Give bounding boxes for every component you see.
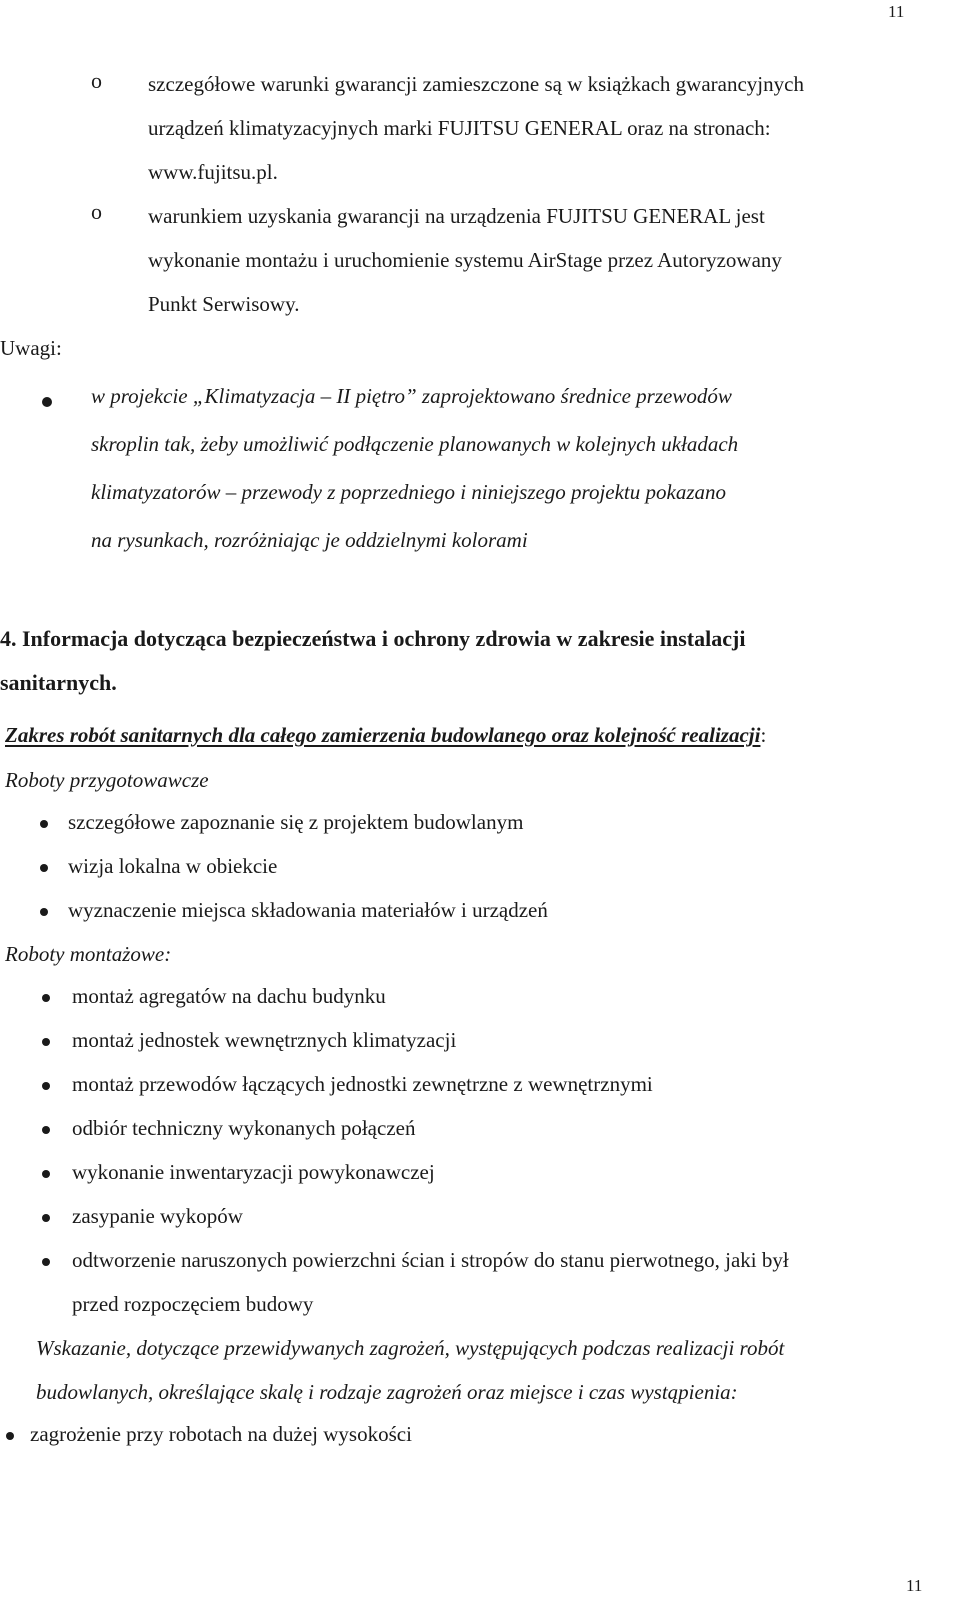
prep-label: Roboty przygotowawcze	[5, 768, 209, 792]
list-item: zagrożenie przy robotach na dużej wysokości	[30, 1422, 412, 1446]
list-item-line: urządzeń klimatyzacyjnych marki FUJITSU GENERAL oraz na stronach:	[148, 116, 771, 140]
note-line: klimatyzatorów – przewody z poprzedniego i niniejszego projektu pokazano	[91, 480, 727, 504]
list-item: wizja lokalna w obiekcie	[68, 854, 278, 878]
section-heading-line: 4. Informacja dotycząca bezpieczeństwa i ochrony zdrowia w zakresie instalacji	[0, 626, 746, 651]
list-item: szczegółowe zapoznanie się z projektem budowlanym	[68, 810, 524, 834]
bullet-icon	[42, 994, 50, 1002]
list-item: montaż agregatów na dachu budynku	[72, 984, 386, 1008]
hazards-line: budowlanych, określające skalę i rodzaje zagrożeń oraz miejsce i czas wystąpienia:	[36, 1380, 738, 1404]
list-item-line: Punkt Serwisowy.	[148, 292, 300, 316]
list-item-line: warunkiem uzyskania gwarancji na urządzenia FUJITSU GENERAL jest	[148, 204, 765, 228]
bullet-icon	[40, 908, 48, 916]
page-number-bottom: 11	[906, 1576, 923, 1595]
bullet-icon	[40, 820, 48, 828]
note-line: skroplin tak, żeby umożliwić podłączenie planowanych w kolejnych układach	[91, 432, 739, 456]
scope-heading-colon: :	[760, 723, 767, 747]
list-item-continuation: przed rozpoczęciem budowy	[72, 1292, 314, 1316]
bullet-icon	[42, 1082, 50, 1090]
bullet-icon	[40, 864, 48, 872]
list-item: odbiór techniczny wykonanych połączeń	[72, 1116, 416, 1140]
list-item: odtworzenie naruszonych powierzchni ścian i stropów do stanu pierwotnego, jaki był	[72, 1248, 789, 1272]
note-line: na rysunkach, rozróżniając je oddzielnymi kolorami	[91, 528, 528, 552]
list-marker: o	[91, 68, 102, 93]
scope-heading	[5, 723, 766, 748]
list-item: zasypanie wykopów	[72, 1204, 243, 1228]
bullet-icon	[42, 1258, 50, 1266]
list-item: montaż jednostek wewnętrznych klimatyzacji	[72, 1028, 457, 1052]
bullet-icon	[42, 1126, 50, 1134]
list-item-line: szczegółowe warunki gwarancji zamieszczone są w książkach gwarancyjnych	[148, 72, 804, 96]
bullet-icon	[42, 1170, 50, 1178]
list-item-line: wykonanie montażu i uruchomienie systemu AirStage przez Autoryzowany	[148, 248, 782, 272]
list-item: wykonanie inwentaryzacji powykonawczej	[72, 1160, 435, 1184]
notes-label: Uwagi:	[0, 336, 62, 360]
hazards-line: Wskazanie, dotyczące przewidywanych zagrożeń, występujących podczas realizacji robót	[36, 1336, 785, 1360]
bullet-icon	[42, 397, 52, 407]
list-item: wyznaczenie miejsca składowania materiałów i urządzeń	[68, 898, 548, 922]
section-heading-line: sanitarnych.	[0, 670, 117, 695]
list-marker: o	[91, 199, 102, 224]
bullet-icon	[6, 1432, 14, 1440]
bullet-icon	[42, 1038, 50, 1046]
page-number-top: 11	[888, 2, 905, 21]
bullet-icon	[42, 1214, 50, 1222]
list-item-line: www.fujitsu.pl.	[148, 160, 278, 184]
note-line: w projekcie „Klimatyzacja – II piętro” zaprojektowano średnice przewodów	[91, 384, 732, 408]
list-item: montaż przewodów łączących jednostki zewnętrzne z wewnętrznymi	[72, 1072, 653, 1096]
scope-heading-text: Zakres robót sanitarnych dla całego zamierzenia budowlanego oraz kolejność realizacji	[5, 723, 761, 747]
assembly-label: Roboty montażowe:	[5, 942, 172, 966]
